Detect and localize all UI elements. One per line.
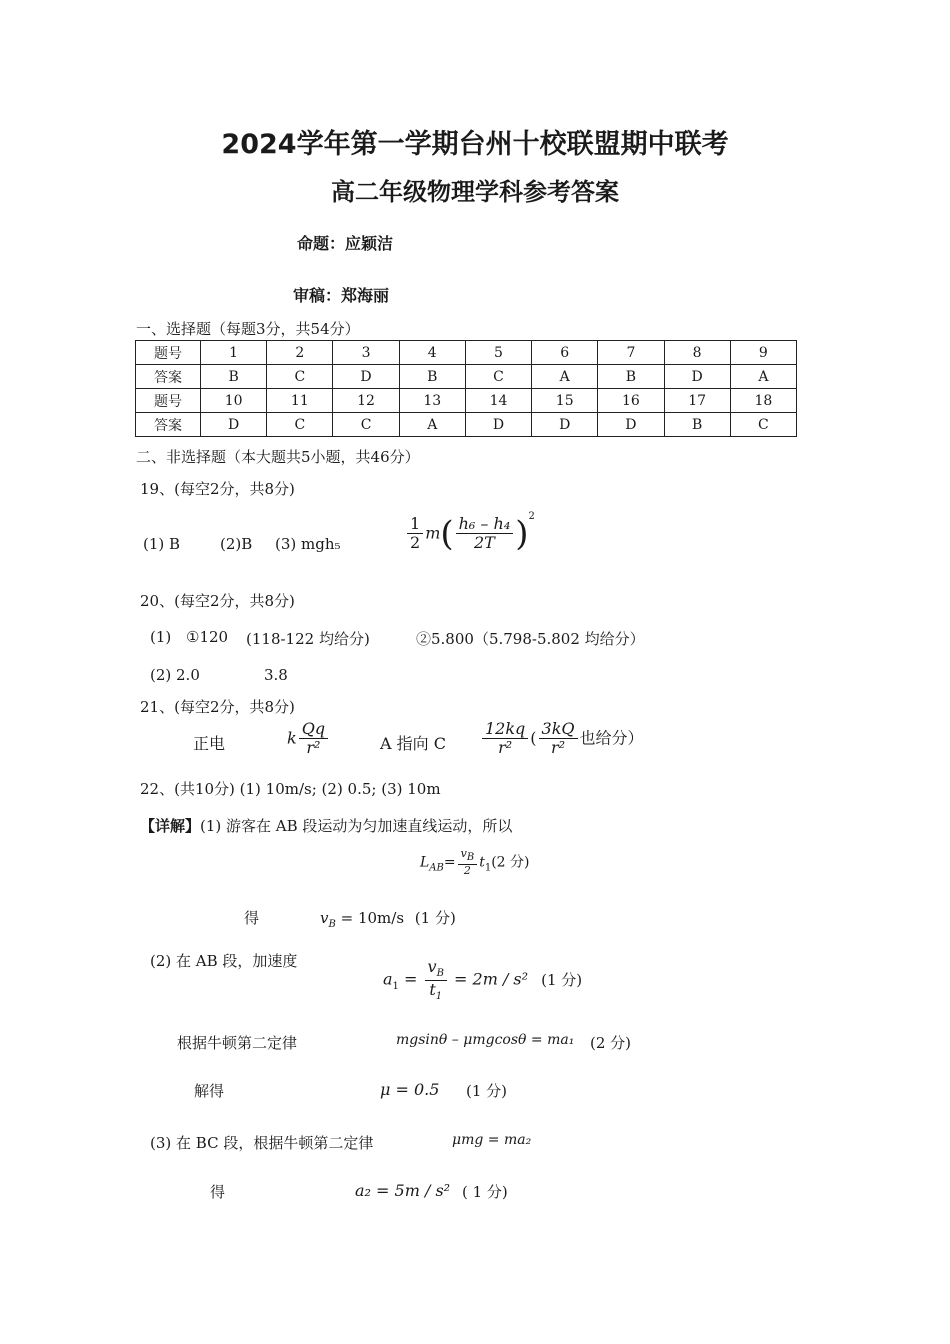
q19-formula: $\frac{1}{2}$ m( $\frac{\text{h₆ – h₄}}{2T}$ )$^2$ (405, 515, 535, 553)
table-cell-answer: B (201, 365, 267, 389)
table-cell-answer: A (730, 365, 796, 389)
q19-coef-fraction: $\frac{1}{2}$ (407, 515, 423, 553)
q22-eq4: mgsinθ – μmgcosθ = ma₁ (396, 1032, 575, 1048)
table-row-question (136, 389, 797, 413)
q22-heading: 22、(共10分) (1) 10m/s; (2) 0.5; (3) 10m (140, 780, 441, 798)
q22-part3: (3) 在 BC 段，根据牛顿第二定律 (150, 1134, 374, 1152)
section2-heading: 二、非选择题（本大题共5小题，共46分） (136, 448, 420, 466)
q22-eq3: $a_1$ = $\frac{v_B}{t_1}$ = 2m / s² (1 分) (383, 957, 583, 1002)
q22-part2: (2) 在 AB 段，加速度 (150, 952, 298, 970)
row-label-answer: 答案 (136, 365, 201, 389)
q20-answer-1-range: (118-122 均给分) (246, 630, 370, 648)
section1-heading: 一、选择题（每题3分，共54分） (136, 320, 360, 338)
table-cell-answer: D (201, 413, 267, 437)
q22-solve-label: 解得 (194, 1082, 225, 1100)
q20-answer-2: ②5.800（5.798-5.802 均给分） (416, 630, 645, 648)
q22-eq7-score: ( 1 分) (462, 1183, 508, 1201)
q19-answer-1: (1) B (143, 535, 181, 553)
table-cell-question-number: 3 (333, 341, 399, 365)
table-cell-question-number: 10 (201, 389, 267, 413)
table-cell-question-number: 5 (465, 341, 531, 365)
table-cell-answer: C (333, 413, 399, 437)
table-cell-answer: B (664, 413, 730, 437)
q22-eq5-score: (1 分) (466, 1082, 508, 1100)
q22-newton-label: 根据牛顿第二定律 (177, 1034, 298, 1052)
q22-eq5: μ = 0.5 (380, 1080, 440, 1099)
table-cell-answer: D (532, 413, 598, 437)
left-paren: ( (440, 513, 454, 554)
table-cell-question-number: 12 (333, 389, 399, 413)
table-cell-question-number: 2 (267, 341, 333, 365)
q21-answer-4: $\frac{12kq}{\text{r²}}$ ( $\frac{3kQ}{\text{r²}}$ 也给分） (480, 720, 644, 758)
row-label-question: 题号 (136, 389, 201, 413)
table-cell-answer: B (598, 365, 664, 389)
table-cell-question-number: 13 (399, 389, 465, 413)
table-cell-question-number: 9 (730, 341, 796, 365)
table-cell-answer: C (267, 365, 333, 389)
q21-fraction-3: $\frac{3kQ}{\text{r²}}$ (539, 720, 578, 758)
table-cell-answer: A (399, 413, 465, 437)
table-cell-answer: C (730, 413, 796, 437)
q21-answer-1: 正电 (193, 734, 226, 753)
q22-eq1: $L_{AB}=$ $\frac{v_B}{2}$ $t_1(2$ 分) (420, 847, 530, 877)
table-cell-question-number: 11 (267, 389, 333, 413)
q21-fraction-2: $\frac{12kq}{\text{r²}}$ (482, 720, 528, 758)
q19-heading: 19、(每空2分，共8分) (140, 480, 295, 498)
table-cell-question-number: 14 (465, 389, 531, 413)
answer-table (135, 340, 797, 437)
table-cell-answer: C (267, 413, 333, 437)
page-title: 2024学年第一学期台州十校联盟期中联考 (221, 129, 729, 160)
table-cell-question-number: 8 (664, 341, 730, 365)
q22-eq7: a₂ = 5m / s² (355, 1181, 451, 1200)
table-cell-question-number: 15 (532, 389, 598, 413)
table-row-answer (136, 365, 797, 389)
q21-heading: 21、(每空2分，共8分) (140, 698, 295, 716)
q22-de2-label: 得 (210, 1183, 226, 1201)
q22-eq6: μmg = ma₂ (452, 1132, 532, 1148)
q20-heading: 20、(每空2分，共8分) (140, 592, 295, 610)
q19-answer-3: (3) mgh₅ (275, 535, 341, 553)
right-paren: ) (515, 513, 529, 554)
q19-inner-fraction: $\frac{\text{h₆ – h₄}}{2T}$ (456, 515, 514, 553)
table-row-answer (136, 413, 797, 437)
q21-answer-2: k $\frac{Qq}{\text{r²}}$ (287, 720, 330, 758)
q20-part1-label: (1) (150, 628, 172, 646)
table-cell-question-number: 6 (532, 341, 598, 365)
table-cell-question-number: 16 (598, 389, 664, 413)
table-cell-question-number: 18 (730, 389, 796, 413)
table-cell-question-number: 1 (201, 341, 267, 365)
row-label-answer: 答案 (136, 413, 201, 437)
table-cell-answer: D (333, 365, 399, 389)
table-cell-answer: B (399, 365, 465, 389)
q20-answer-part2: (2) 2.0 (150, 666, 200, 684)
detail-tag: 【详解】 (140, 817, 201, 835)
row-label-question: 题号 (136, 341, 201, 365)
page-subtitle: 高二年级物理学科参考答案 (331, 178, 619, 206)
q22-detail (140, 815, 512, 836)
q19-answer-2: (2)B (220, 535, 253, 553)
table-cell-answer: D (664, 365, 730, 389)
table-cell-answer: D (598, 413, 664, 437)
q21-answer-3: A 指向 C (380, 734, 446, 753)
q22-eq4-score: (2 分) (590, 1034, 632, 1052)
eq3-fraction: $\frac{v_B}{t_1}$ (425, 958, 447, 1002)
table-cell-answer: C (465, 365, 531, 389)
eq1-fraction: $\frac{v_B}{2}$ (458, 848, 478, 877)
q20-answer-1: ①120 (186, 628, 229, 646)
table-cell-question-number: 17 (664, 389, 730, 413)
q20-answer-3: 3.8 (264, 666, 288, 684)
table-row-question (136, 341, 797, 365)
table-cell-question-number: 7 (598, 341, 664, 365)
q22-de-label: 得 (244, 909, 260, 927)
q21-fraction-1: $\frac{Qq}{\text{r²}}$ (299, 720, 328, 758)
detail-text: (1) 游客在 AB 段运动为匀加速直线运动，所以 (200, 817, 513, 835)
table-cell-answer: D (465, 413, 531, 437)
reviewer-line: 审稿：郑海丽 (293, 286, 390, 305)
table-cell-question-number: 4 (399, 341, 465, 365)
author-line: 命题：应颖洁 (297, 234, 394, 253)
q22-eq2: $v_B = 10m/s$ (1 分) (320, 909, 456, 930)
table-cell-answer: A (532, 365, 598, 389)
